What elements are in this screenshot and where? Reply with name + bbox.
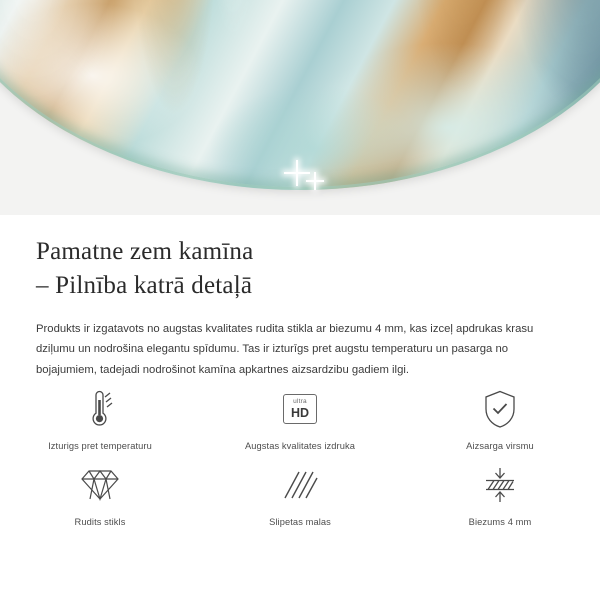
badge-top-text: ultra [293,398,307,405]
feature-item-temperature [0,385,200,451]
hero-image-section [0,0,600,215]
badge-bottom-text: HD [290,405,310,420]
text-content-section [0,215,600,381]
feature-item-tempered-glass [0,461,200,527]
feature-label: Aizsarga virsmu [466,441,534,451]
feature-label: Izturigs pret temperaturu [48,441,152,451]
feature-label: Augstas kvalitates izdruka [244,441,356,451]
feature-item-thickness [400,461,600,527]
headline-line-1: Pamatne zem kamīna [36,238,254,265]
description-paragraph: Produkts ir izgatavots no augstas kvalitates rudita stikla ar biezumu 4 mm, kas izceļ apdrukas krasu dziļumu un nodrošina elegantu spīdumu. Tas ir izturīgs pret augstu temperaturu un pasarga no bojajumiem, tadejadi nodrošinot kamīna apkartnes aizsardzibu gadiem ilgi. [36,322,534,377]
feature-label: Rudits stikls [74,517,126,527]
marble-glass-disc-image [0,0,600,190]
headline-line-2: – Pilnība katrā detaļā [36,271,253,299]
feature-label: Slipetas malas [269,517,331,527]
thermometer-icon [83,385,117,433]
glass-edge-highlight [0,0,600,190]
feature-item-print-quality [200,385,400,451]
feature-item-polished-edges [200,461,400,527]
thickness-arrows-icon [480,461,520,509]
ultra-hd-badge-icon [283,385,317,433]
feature-label: Biezums 4 mm [468,517,532,527]
page-title [36,235,564,303]
feature-grid [0,385,600,537]
feature-row-bottom [0,461,600,527]
polished-edges-icon [281,461,319,509]
shield-check-icon [482,385,518,433]
diamond-icon [80,461,120,509]
feature-item-surface-protection [400,385,600,451]
feature-row-top [0,385,600,451]
